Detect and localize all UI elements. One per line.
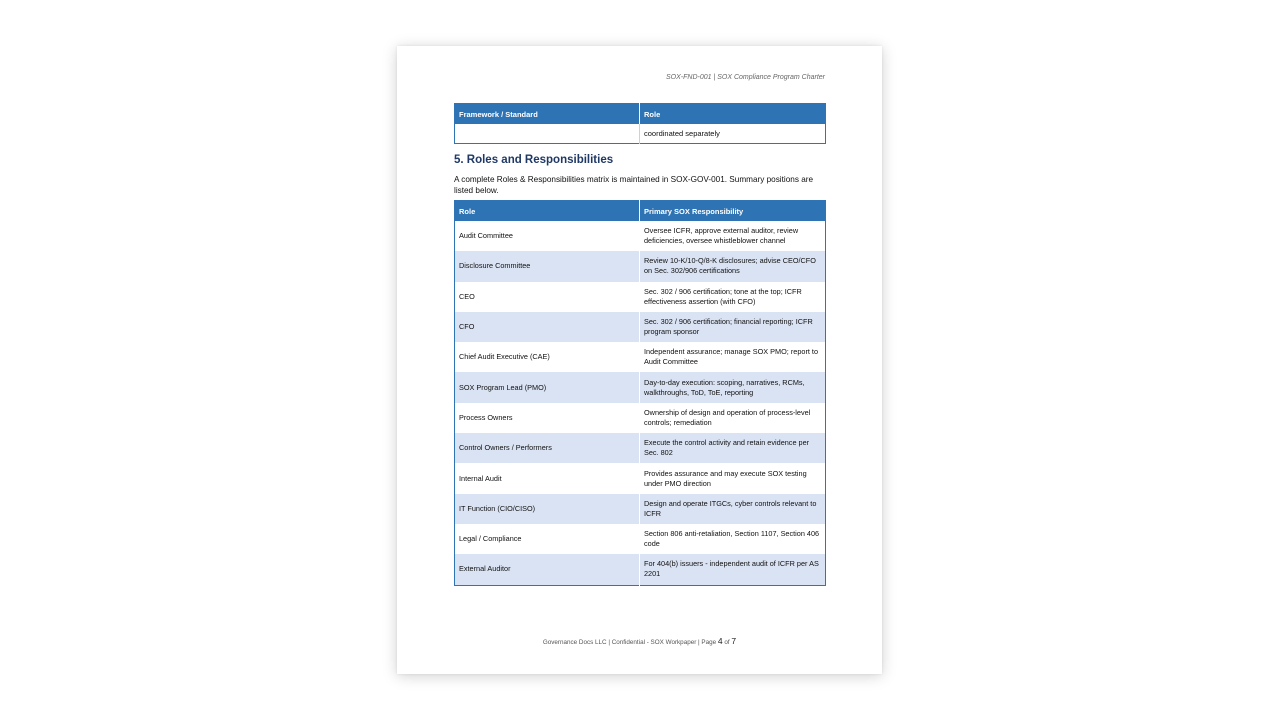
role-cell: Audit Committee [455, 221, 640, 251]
section-title: 5. Roles and Responsibilities [454, 154, 614, 166]
role-cell: Legal / Compliance [455, 524, 640, 554]
table-row [455, 433, 826, 463]
responsibility-cell: Provides assurance and may execute SOX testing under PMO direction [640, 463, 826, 493]
role-cell: Chief Audit Executive (CAE) [455, 342, 640, 372]
table-cell: coordinated separately [644, 129, 720, 138]
table-row [455, 403, 826, 433]
responsibility-cell: Execute the control activity and retain evidence per Sec. 802 [640, 433, 826, 463]
table-row [455, 124, 826, 144]
responsibility-cell: Sec. 302 / 906 certification; tone at the top; ICFR effectiveness assertion (with CFO) [640, 282, 826, 312]
table-row [455, 251, 826, 281]
role-cell: Process Owners [455, 403, 640, 433]
responsibility-cell: Ownership of design and operation of process-level controls; remediation [640, 403, 826, 433]
column-header: Role [455, 201, 640, 222]
responsibility-cell: Sec. 302 / 906 certification; financial reporting; ICFR program sponsor [640, 312, 826, 342]
table-header-row [455, 201, 826, 222]
roles-table [454, 200, 826, 586]
table-row [455, 372, 826, 402]
role-cell: CEO [455, 282, 640, 312]
role-cell: IT Function (CIO/CISO) [455, 494, 640, 524]
column-header: Framework / Standard [455, 104, 640, 125]
table-header-row [455, 104, 826, 125]
responsibility-cell: Review 10-K/10-Q/8-K disclosures; advise CEO/CFO on Sec. 302/906 certifications [640, 251, 826, 281]
table-row [455, 342, 826, 372]
role-cell: External Auditor [455, 554, 640, 585]
page-number: 4 [717, 636, 723, 646]
role-cell: Internal Audit [455, 463, 640, 493]
header-doc-reference: SOX-FND-001 | SOX Compliance Program Charter [666, 74, 825, 81]
table-row [455, 282, 826, 312]
document-page [397, 46, 882, 674]
page-footer [397, 636, 882, 646]
table-row [455, 463, 826, 493]
role-cell: SOX Program Lead (PMO) [455, 372, 640, 402]
table-row [455, 524, 826, 554]
responsibility-cell: Independent assurance; manage SOX PMO; report to Audit Committee [640, 342, 826, 372]
table-row [455, 554, 826, 585]
role-cell: CFO [455, 312, 640, 342]
framework-table [454, 103, 826, 144]
footer-of-label: of [724, 639, 730, 646]
section-intro: A complete Roles & Responsibilities matrix is maintained in SOX-GOV-001. Summary positions are listed below. [454, 175, 814, 195]
table-cell [455, 124, 640, 144]
footer-text: Governance Docs LLC | Confidential - SOX Workpaper | Page [542, 639, 717, 646]
responsibility-cell: Design and operate ITGCs, cyber controls relevant to ICFR [640, 494, 826, 524]
role-cell: Disclosure Committee [455, 251, 640, 281]
responsibility-cell: For 404(b) issuers - independent audit of ICFR per AS 2201 [640, 554, 826, 585]
column-header: Primary SOX Responsibility [640, 201, 826, 222]
table-row [455, 221, 826, 251]
table-row [455, 494, 826, 524]
responsibility-cell: Section 806 anti-retaliation, Section 1107, Section 406 code [640, 524, 826, 554]
role-cell: Control Owners / Performers [455, 433, 640, 463]
table-row [455, 312, 826, 342]
responsibility-cell: Day-to-day execution: scoping, narratives, RCMs, walkthroughs, ToD, ToE, reporting [640, 372, 826, 402]
column-header: Role [640, 104, 826, 125]
page-total: 7 [731, 636, 737, 646]
responsibility-cell: Oversee ICFR, approve external auditor, review deficiencies, oversee whistleblower channel [640, 221, 826, 251]
